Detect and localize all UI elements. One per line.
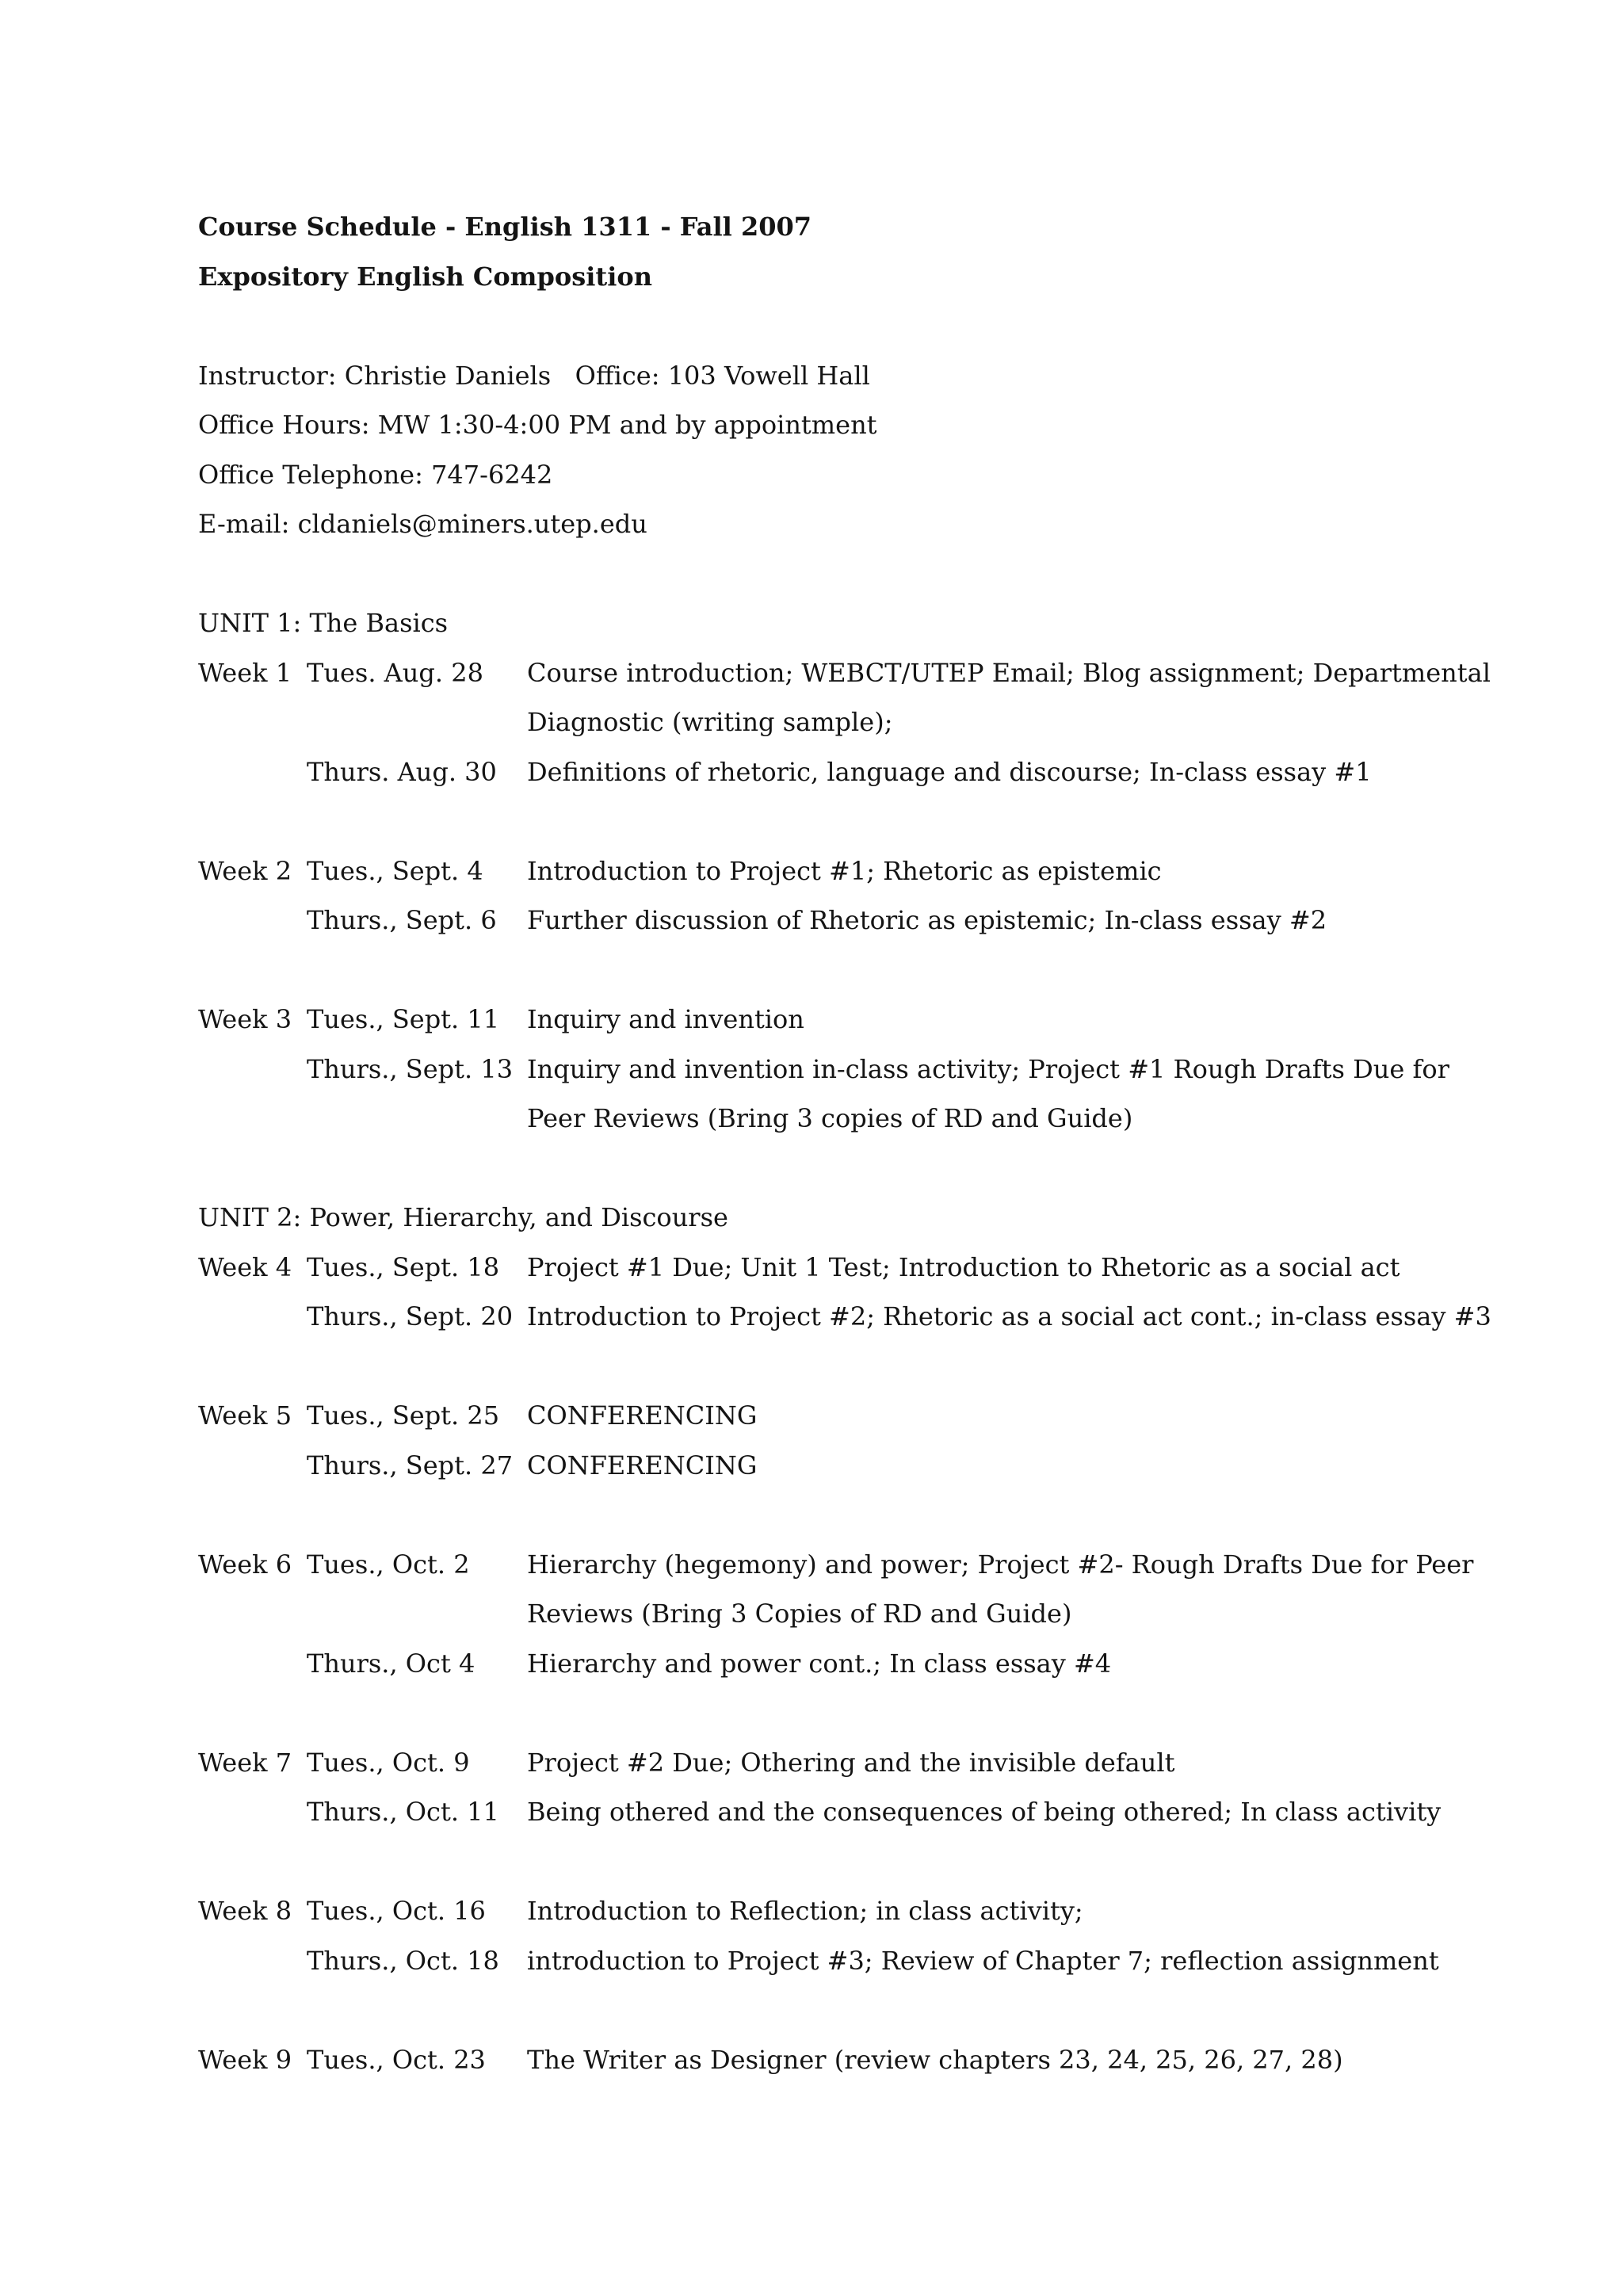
email-line: E-mail: cldaniels@miners.utep.edu [198, 509, 647, 539]
spacer [198, 301, 1498, 351]
document-subtitle: Expository English Composition [198, 261, 652, 292]
session-date: Tues., Oct. 9 [307, 1747, 470, 1778]
schedule-row [198, 1936, 1498, 1986]
schedule-row [198, 747, 1498, 797]
session-description: Project #2 Due; Othering and the invisible default [527, 1747, 1175, 1778]
session-description: Introduction to Reflection; in class activity; [527, 1896, 1083, 1926]
schedule-row [198, 1639, 1498, 1689]
session-description: Introduction to Project #2; Rhetoric as a social act cont.; in-class essay #3 [527, 1301, 1491, 1331]
session-description: Course introduction; WEBCT/UTEP Email; Blog assignment; Departmental Diagnostic (writing sample); [527, 657, 1491, 737]
schedule-document [198, 202, 1498, 2134]
session-description: CONFERENCING [527, 1450, 758, 1480]
week-label: Week 5 [198, 1400, 292, 1431]
session-date: Tues. Aug. 28 [307, 657, 483, 688]
session-date: Tues., Oct. 2 [307, 1549, 470, 1580]
week-label: Week 3 [198, 1004, 292, 1034]
document-title: Course Schedule - English 1311 - Fall 2007 [198, 212, 812, 242]
week-label: Week 2 [198, 855, 292, 886]
week-label: Week 9 [198, 2044, 292, 2075]
week-2 [198, 846, 1498, 946]
session-date: Thurs., Sept. 20 [307, 1301, 514, 1331]
session-description: Hierarchy and power cont.; In class essay #4 [527, 1648, 1112, 1679]
session-date: Thurs., Oct. 11 [307, 1797, 499, 1827]
session-description: Introduction to Project #1; Rhetoric as epistemic [527, 855, 1162, 886]
week-9 [198, 2035, 1498, 2085]
session-description: introduction to Project #3; Review of Chapter 7; reflection assignment [527, 1945, 1439, 1976]
week-label: Week 4 [198, 1251, 292, 1282]
schedule-row [198, 846, 1498, 896]
office-hours-line: Office Hours: MW 1:30-4:00 PM and by appointment [198, 410, 877, 440]
office-telephone-line: Office Telephone: 747-6242 [198, 459, 553, 490]
schedule-row [198, 896, 1498, 946]
session-date: Thurs. Aug. 30 [307, 756, 497, 787]
schedule-row [198, 1441, 1498, 1491]
week-5 [198, 1391, 1498, 1490]
session-description: Definitions of rhetoric, language and discourse; In-class essay #1 [527, 756, 1372, 787]
session-date: Thurs., Oct. 18 [307, 1945, 499, 1976]
session-description: Being othered and the consequences of being othered; In class activity [527, 1797, 1442, 1827]
week-7 [198, 1738, 1498, 1837]
session-description: The Writer as Designer (review chapters 23, 24, 25, 26, 27, 28) [527, 2044, 1343, 2075]
session-description: Inquiry and invention in-class activity; Project #1 Rough Drafts Due for Peer Reviews (Bring 3 copies of RD and Guide) [527, 1053, 1449, 1133]
session-date: Tues., Sept. 4 [307, 855, 483, 886]
session-date: Thurs., Sept. 27 [307, 1450, 514, 1480]
schedule-row [198, 1787, 1498, 1837]
spacer [198, 549, 1498, 599]
schedule-row [198, 995, 1498, 1045]
week-6 [198, 1540, 1498, 1689]
week-4 [198, 1243, 1498, 1342]
week-label: Week 6 [198, 1549, 292, 1580]
schedule-row [198, 648, 1498, 747]
session-date: Thurs., Oct 4 [307, 1648, 475, 1679]
schedule-row [198, 2035, 1498, 2085]
instructor-office-line: Instructor: Christie Daniels Office: 103 Vowell Hall [198, 360, 870, 391]
session-date: Thurs., Sept. 6 [307, 905, 497, 935]
schedule-row [198, 1391, 1498, 1441]
schedule-row [198, 1540, 1498, 1639]
session-description: Hierarchy (hegemony) and power; Project #2- Rough Drafts Due for Peer Reviews (Bring 3 Copies of RD and Guide) [527, 1549, 1474, 1629]
session-date: Thurs., Sept. 13 [307, 1053, 514, 1084]
session-description: CONFERENCING [527, 1400, 758, 1431]
unit-2 [198, 1193, 1498, 2084]
session-date: Tues., Sept. 18 [307, 1251, 500, 1282]
session-description: Project #1 Due; Unit 1 Test; Introduction to Rhetoric as a social act [527, 1251, 1400, 1282]
schedule-row [198, 1045, 1498, 1144]
week-label: Week 1 [198, 657, 292, 688]
unit-heading: UNIT 1: The Basics [198, 608, 449, 638]
week-3 [198, 995, 1498, 1144]
session-description: Inquiry and invention [527, 1004, 804, 1034]
session-date: Tues., Sept. 25 [307, 1400, 500, 1431]
schedule-row [198, 1886, 1498, 1936]
week-label: Week 8 [198, 1896, 292, 1926]
session-description: Further discussion of Rhetoric as epistemic; In-class essay #2 [527, 905, 1327, 935]
schedule-row [198, 1292, 1498, 1342]
session-date: Tues., Sept. 11 [307, 1004, 500, 1034]
unit-1 [198, 598, 1498, 1144]
week-1 [198, 648, 1498, 797]
schedule-row [198, 1243, 1498, 1293]
unit-heading: UNIT 2: Power, Hierarchy, and Discourse [198, 1202, 728, 1232]
session-date: Tues., Oct. 23 [307, 2044, 486, 2075]
week-label: Week 7 [198, 1747, 292, 1778]
week-8 [198, 1886, 1498, 1985]
schedule-row [198, 1738, 1498, 1788]
session-date: Tues., Oct. 16 [307, 1896, 486, 1926]
